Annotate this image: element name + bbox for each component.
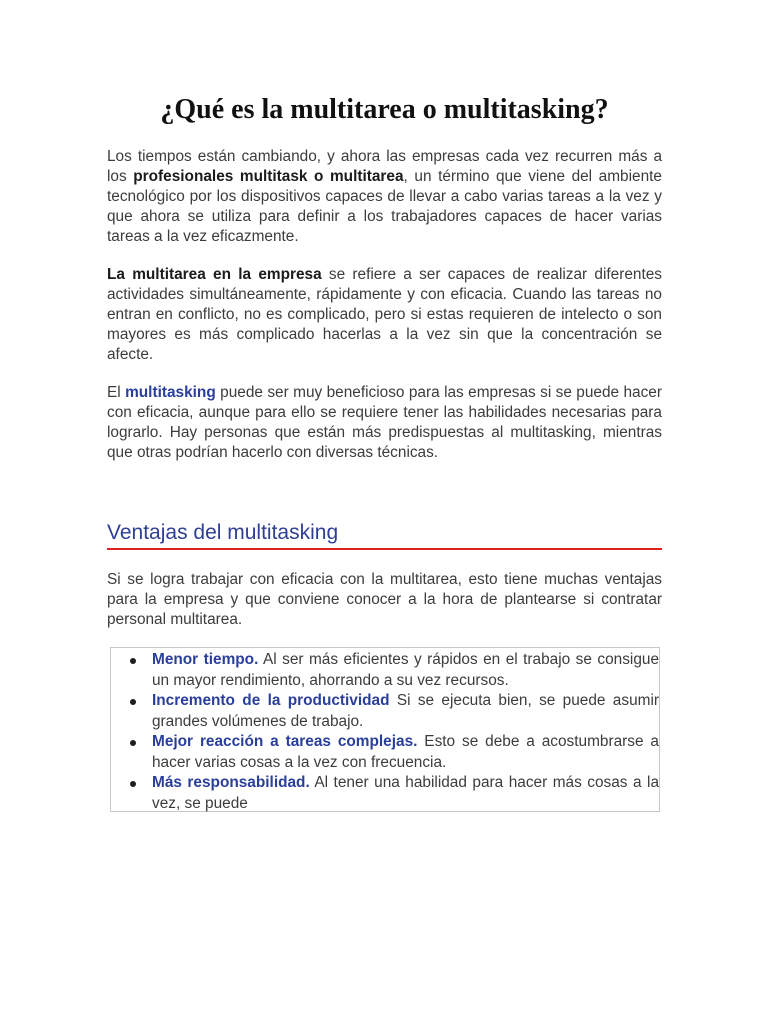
section-heading-advantages: Ventajas del multitasking	[107, 520, 662, 550]
bullet-icon	[130, 658, 136, 664]
advantages-list	[111, 650, 659, 814]
list-item	[111, 773, 659, 814]
advantage-description: Al ser más eficientes y rápidos en el trabajo se consigue un mayor rendimiento, ahorrando a su vez recursos.	[152, 651, 660, 689]
advantage-term: Incremento de la productividad	[152, 692, 390, 709]
intro-text-start: Los tiempos están cambiando, y ahora las empresas cada vez recurren más a los	[107, 148, 662, 185]
advantages-intro-paragraph: Si se logra trabajar con eficacia con la multitarea, esto tiene muchas ventajas para la empresa y que conviene conocer a la hora de plantearse si contratar personal multitarea.	[107, 571, 662, 628]
bullet-icon	[130, 781, 136, 787]
intro-text-end: , un término que viene del ambiente tecnológico por los dispositivos capaces de llevar a cabo varias tareas a la vez y que ahora se utiliza para definir a los trabajadores capaces de hacer varias tareas a la vez eficazmente.	[107, 168, 662, 245]
list-item	[111, 650, 659, 691]
list-item-text	[152, 650, 659, 691]
intro-bold-term: profesionales multitask o multitarea	[133, 168, 404, 185]
bullet-icon	[130, 740, 136, 746]
multitasking-text-start: El	[107, 384, 126, 401]
business-paragraph	[107, 265, 662, 365]
intro-paragraph	[107, 147, 662, 247]
multitasking-paragraph	[107, 383, 662, 463]
list-item-text	[152, 691, 659, 732]
business-text: se refiere a ser capaces de realizar diferentes actividades simultáneamente, rápidamente y con eficacia. Cuando las tareas no entran en conflicto, no es complicado, pero si estas requieren de intelecto o son mayores es más complicado hacerlas a la vez sin que la concentración se afecte.	[107, 266, 663, 363]
business-bold-term: La multitarea en la empresa	[107, 266, 322, 283]
list-item	[111, 691, 659, 732]
advantage-description: Si se ejecuta bien, se puede asumir grandes volúmenes de trabajo.	[152, 692, 659, 730]
list-item	[111, 732, 659, 773]
list-item-text	[152, 732, 659, 773]
multitasking-text-end: puede ser muy beneficioso para las empresas si se puede hacer con eficacia, aunque para ello se requiere tener las habilidades necesarias para lograrlo. Hay personas que están más predispuestas al multitasking, mientras que otras podrían hacerlo con diversas técnicas.	[107, 384, 662, 461]
advantage-term: Menor tiempo.	[152, 651, 259, 668]
advantage-term: Más responsabilidad.	[152, 774, 310, 791]
advantages-box	[110, 647, 660, 812]
page-title: ¿Qué es la multitarea o multitasking?	[160, 94, 609, 125]
advantage-description: Esto se debe a acostumbrarse a hacer varias cosas a la vez con frecuencia.	[152, 733, 659, 771]
list-item-text	[152, 773, 659, 814]
advantage-description: Al tener una habilidad para hacer más cosas a la vez, se puede	[152, 774, 659, 812]
multitasking-link[interactable]: multitasking	[125, 384, 216, 401]
advantage-term: Mejor reacción a tareas complejas.	[152, 733, 418, 750]
bullet-icon	[130, 699, 136, 705]
